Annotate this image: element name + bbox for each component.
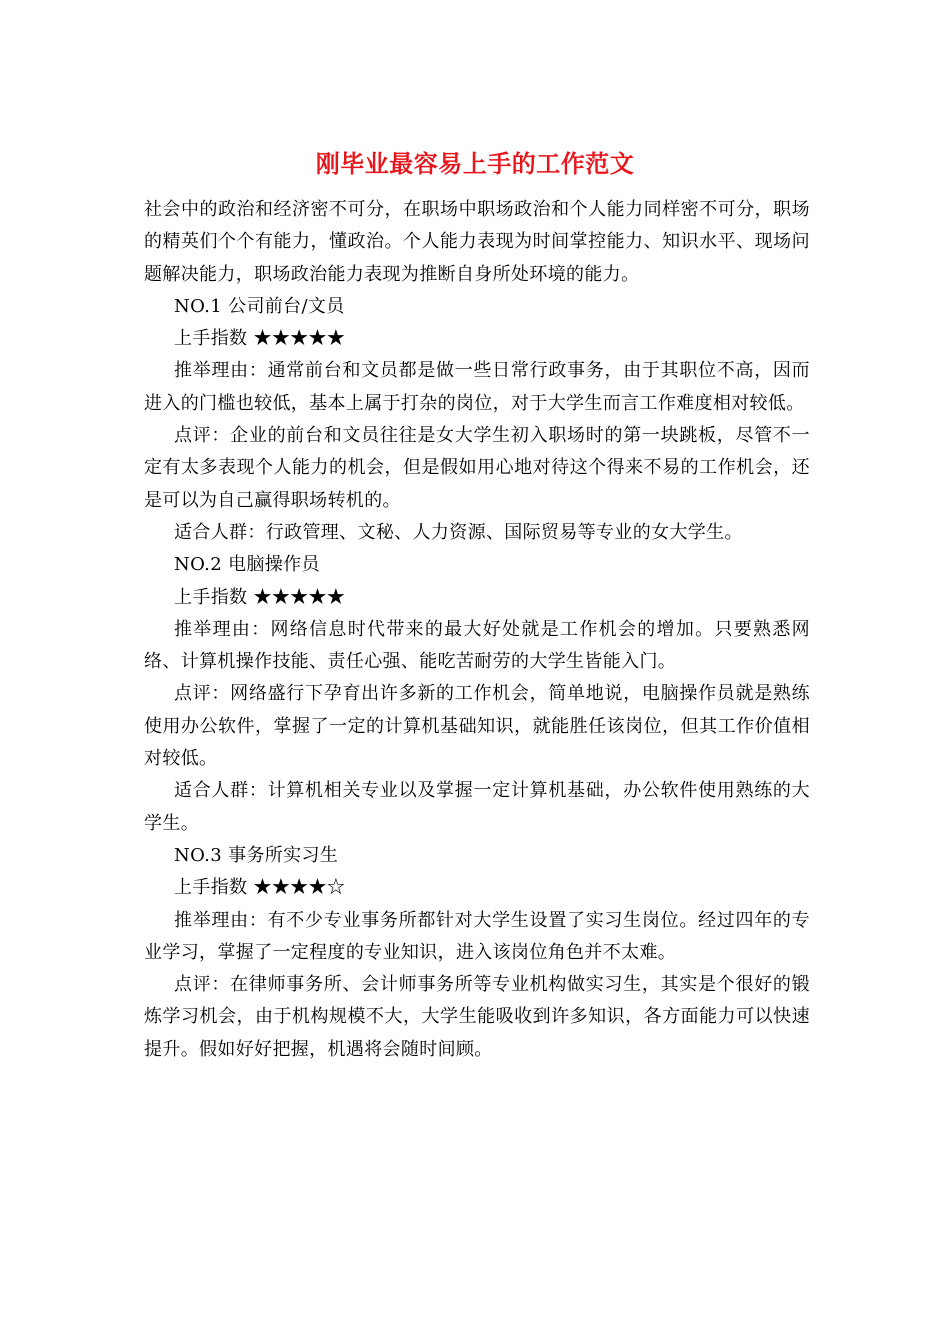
- intro-paragraph: 社会中的政治和经济密不可分，在职场中职场政治和个人能力同样密不可分，职场的精英们个个有能力，懂政治。个人能力表现为时间掌控能力、知识水平、现场问题解决能力，职场政治能力表现为推断自身所处环境的能力。: [144, 199, 810, 285]
- section-1-comment: 点评：企业的前台和文员往往是女大学生初入职场时的第一块跳板，尽管不一定有太多表现个人能力的机会，但是假如用心地对待这个得来不易的工作机会，还是可以为自己赢得职场转机的。: [144, 425, 810, 511]
- section-2-audience: 适合人群：计算机相关专业以及掌握一定计算机基础，办公软件使用熟练的大学生。: [144, 780, 810, 834]
- document-body: [144, 194, 810, 1066]
- section-3-heading: NO.3 事务所实习生: [174, 844, 339, 866]
- section-3-reason: 推举理由：有不少专业事务所都针对大学生设置了实习生岗位。经过四年的专业学习，掌握了一定程度的专业知识，进入该岗位角色并不太难。: [144, 909, 810, 963]
- section-2-comment: 点评：网络盛行下孕育出许多新的工作机会，简单地说，电脑操作员就是熟练使用办公软件，掌握了一定的计算机基础知识，就能胜任该岗位，但其工作价值相对较低。: [144, 683, 810, 770]
- section-1-heading: NO.1 公司前台/文员: [174, 295, 345, 317]
- section-2-rating: 上手指数 ★★★★★: [174, 586, 346, 608]
- section-3-rating: 上手指数 ★★★★☆: [174, 877, 346, 899]
- section-2-reason: 推举理由：网络信息时代带来的最大好处就是工作机会的增加。只要熟悉网络、计算机操作技能、责任心强、能吃苦耐劳的大学生皆能入门。: [144, 618, 810, 673]
- section-3-comment: 点评：在律师事务所、会计师事务所等专业机构做实习生，其实是个很好的锻炼学习机会，由于机构规模不大，大学生能吸收到许多知识，各方面能力可以快速提升。假如好好把握，机遇将会随时间顾。: [144, 974, 810, 1060]
- section-1-rating: 上手指数 ★★★★★: [174, 328, 346, 350]
- section-1-audience: 适合人群：行政管理、文秘、人力资源、国际贸易等专业的女大学生。: [174, 521, 743, 543]
- section-1-reason: 推举理由：通常前台和文员都是做一些日常行政事务，由于其职位不高，因而进入的门槛也较低，基本上属于打杂的岗位，对于大学生而言工作难度相对较低。: [144, 360, 810, 414]
- document-title: 刚毕业最容易上手的工作范文: [315, 149, 635, 178]
- section-2-heading: NO.2 电脑操作员: [174, 554, 320, 576]
